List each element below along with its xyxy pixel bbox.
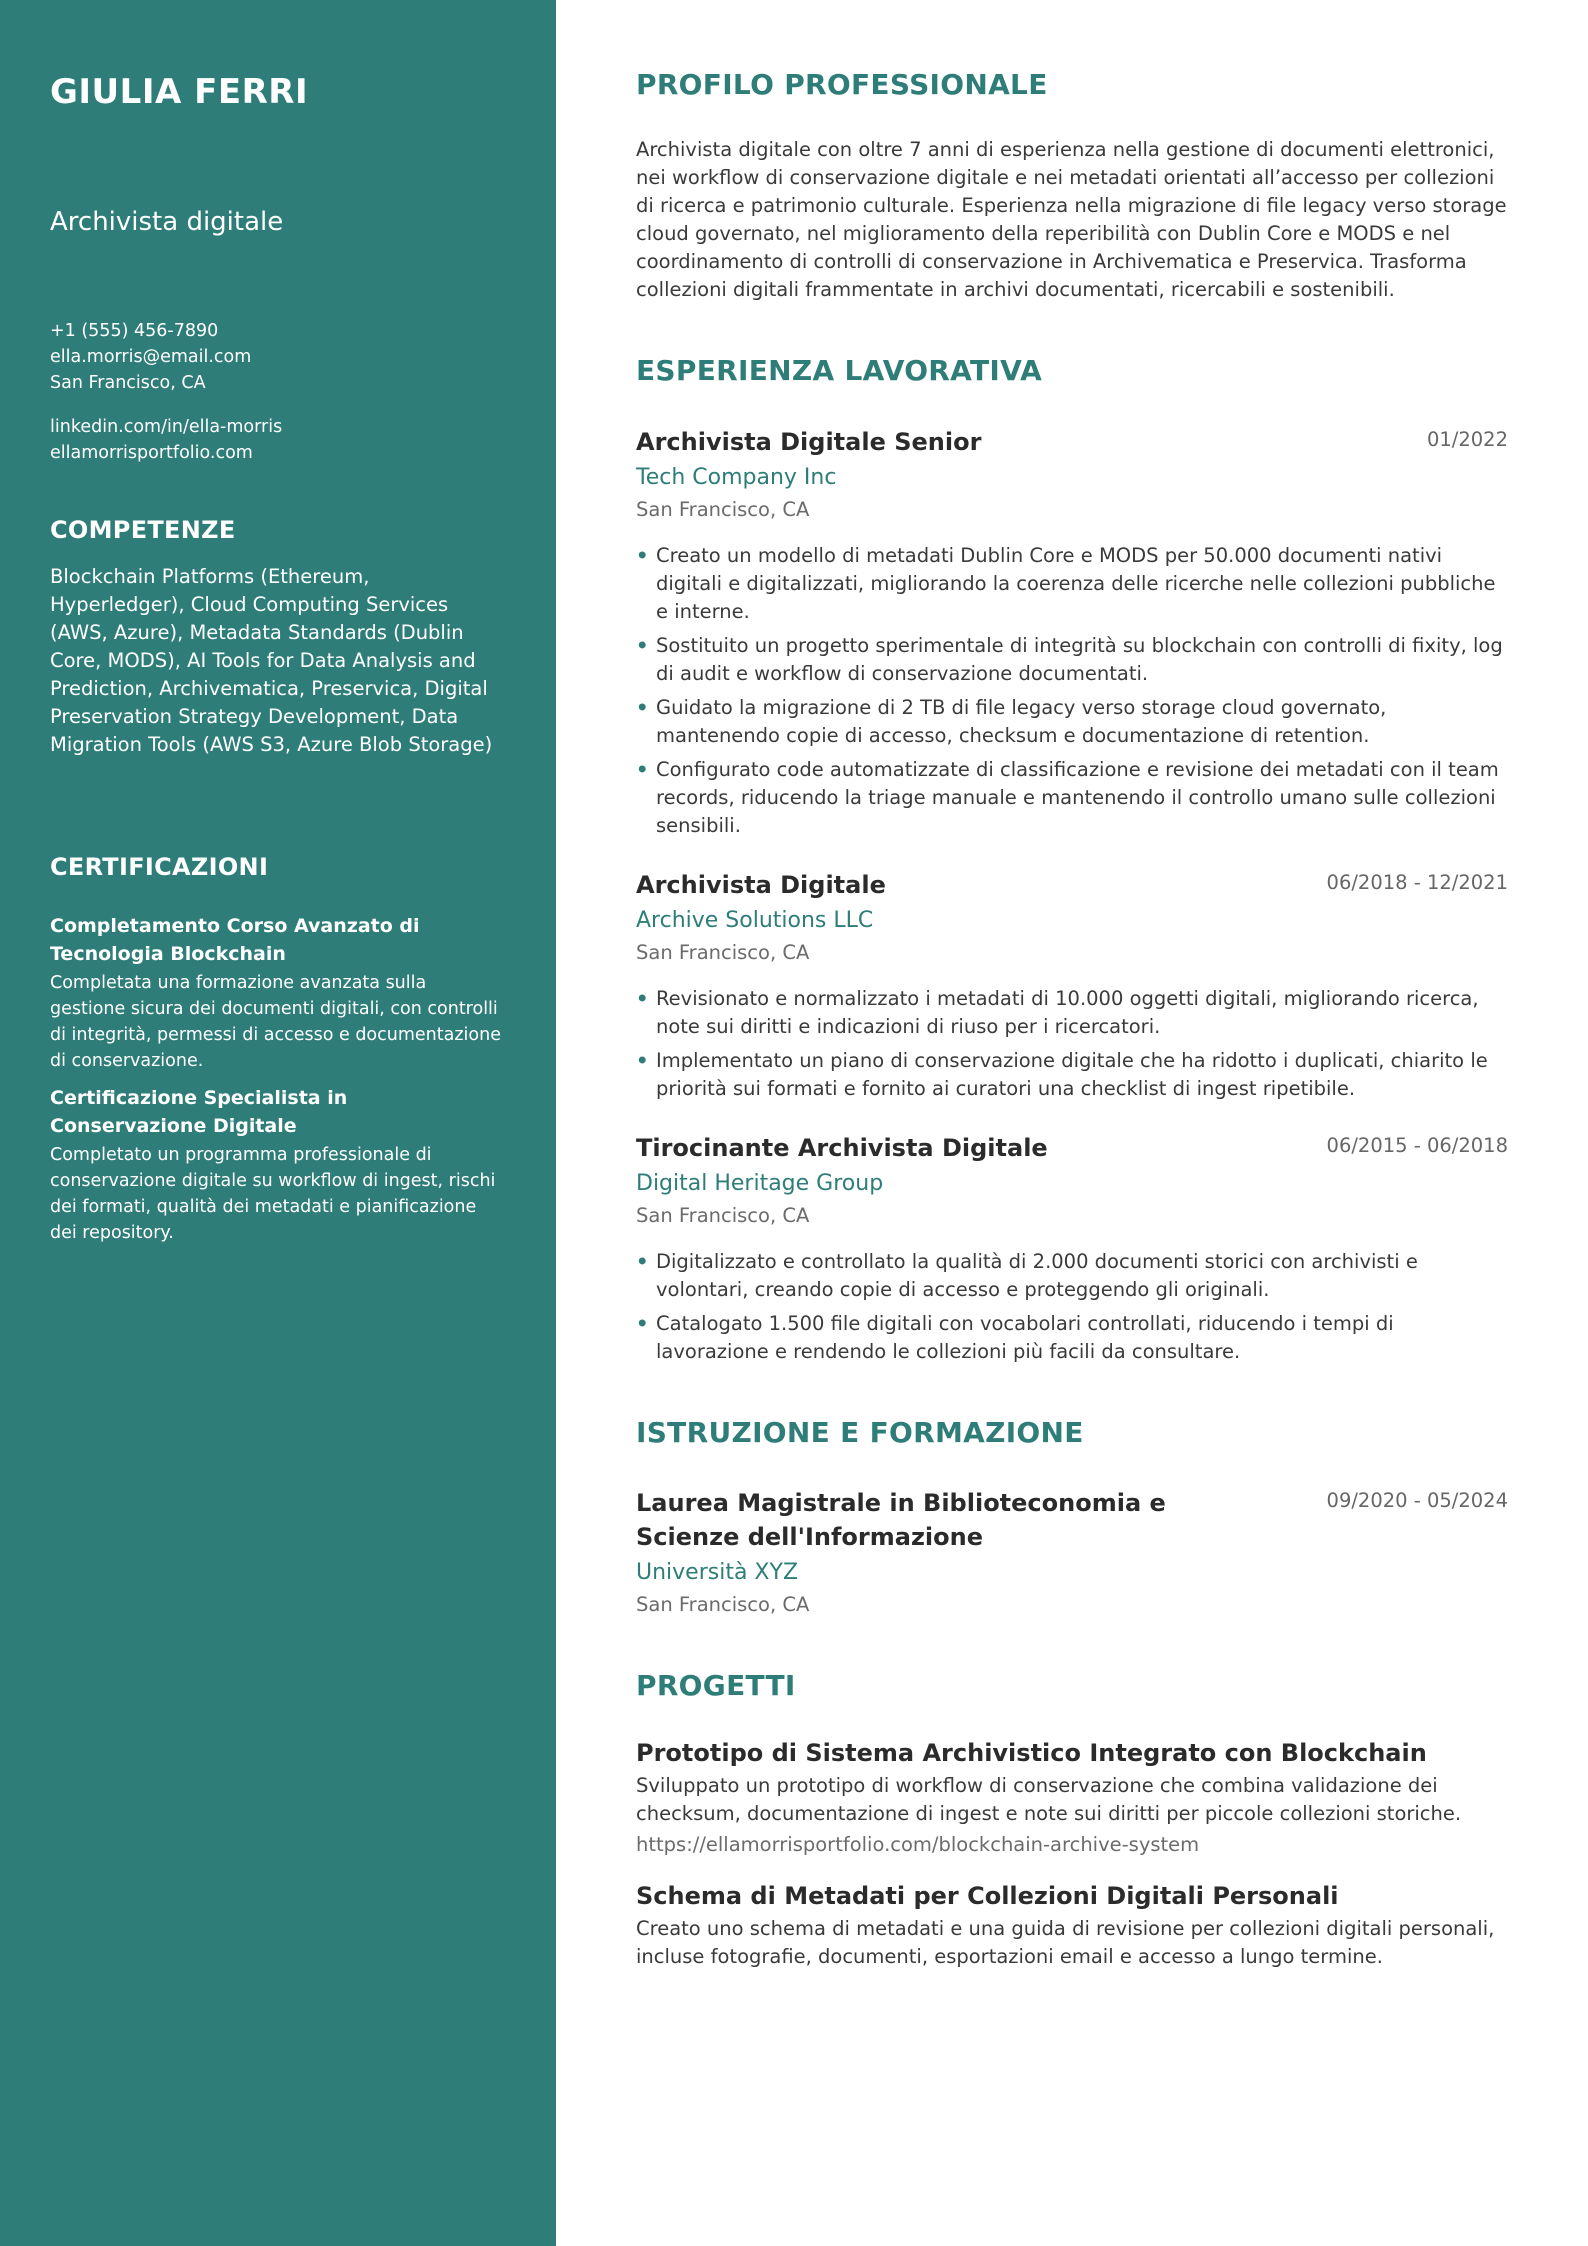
portfolio-link[interactable]: ellamorrisportfolio.com — [50, 442, 253, 463]
job-bullet-text: Configurato code automatizzate di classificazione e revisione dei metadati con il team records, riducendo la triage manuale e mantenendo il controllo umano sulle collezioni sensibili. — [656, 758, 1499, 838]
main-content — [556, 0, 1588, 2246]
job-header — [636, 425, 1508, 459]
job-bullet-text: Revisionato e normalizzato i metadati di 10.000 oggetti digitali, migliorando ricerca, note sui diritti e indicazioni di riuso per i ricercatori. — [656, 987, 1479, 1039]
profile-heading: PROFILO PROFESSIONALE — [636, 68, 1048, 101]
bullet-icon: • — [636, 758, 649, 782]
job-date: 06/2018 - 12/2021 — [1326, 871, 1508, 895]
school-location: San Francisco, CA — [636, 1592, 810, 1616]
skills-list: Blockchain Platforms (Ethereum, Hyperledger), Cloud Computing Services (AWS, Azure), Metadata Standards (Dublin Core, MODS), AI Tools for Data Analysis and Prediction, Archivematica, Preservica, Digital Preservation Strategy Development, Data Migration Tools (AWS S3, Azure Blob Storage) — [50, 564, 493, 756]
project-title: Schema di Metadati per Collezioni Digitali Personali — [636, 1882, 1339, 1911]
job-date: 06/2015 - 06/2018 — [1326, 1134, 1508, 1158]
bullet-icon: • — [636, 987, 649, 1011]
candidate-name: GIULIA FERRI — [50, 72, 309, 112]
job-header — [636, 868, 1508, 902]
project-description: Sviluppato un prototipo di workflow di conservazione che combina validazione dei checksum, documentazione di ingest e note sui diritti per piccole collezioni storiche. — [636, 1774, 1462, 1826]
job-header — [636, 1131, 1508, 1165]
certification-item — [50, 912, 506, 1074]
job-bullet — [636, 1248, 1508, 1304]
job-bullet-text: Creato un modello di metadati Dublin Core e MODS per 50.000 documenti nativi digitali e digitalizzati, migliorando la coerenza delle ricerche nelle collezioni pubbliche e interne. — [656, 544, 1496, 624]
job-bullet-text: Guidato la migrazione di 2 TB di file legacy verso storage cloud governato, mantenendo copie di accesso, checksum e documentazione di retention. — [656, 696, 1387, 748]
job-bullet — [636, 542, 1508, 626]
school-name: Università XYZ — [636, 1559, 799, 1585]
bullet-icon: • — [636, 544, 649, 568]
certification-item — [50, 1084, 506, 1246]
job-title: Archivista Digitale — [636, 871, 886, 900]
job-bullet — [636, 694, 1508, 750]
job-bullet-text: Sostituito un progetto sperimentale di integrità su blockchain con controlli di fixity, log di audit e workflow di conservazione documentati. — [656, 634, 1503, 686]
job-bullet — [636, 632, 1508, 688]
bullet-icon: • — [636, 1312, 649, 1336]
job-bullet — [636, 1310, 1508, 1366]
job-company: Tech Company Inc — [636, 465, 837, 491]
education-header — [636, 1486, 1508, 1554]
experience-heading: ESPERIENZA LAVORATIVA — [636, 353, 1043, 387]
project-title: Prototipo di Sistema Archivistico Integrato con Blockchain — [636, 1739, 1427, 1768]
job-company: Digital Heritage Group — [636, 1171, 884, 1197]
education-heading: ISTRUZIONE E FORMAZIONE — [636, 1416, 1084, 1450]
certification-description: Completata una formazione avanzata sulla gestione sicura dei documenti digitali, con controlli di integrità, permessi di accesso e documentazione di conservazione. — [50, 972, 501, 1071]
education-section — [636, 1416, 1508, 1619]
job-bullet — [636, 985, 1508, 1041]
job-bullets — [636, 1248, 1508, 1366]
job-bullets — [636, 542, 1508, 840]
project-entry — [636, 1879, 1508, 1971]
job-entry — [636, 868, 1508, 1103]
project-entry — [636, 1736, 1508, 1859]
profile-summary: Archivista digitale con oltre 7 anni di esperienza nella gestione di documenti elettronici, nei workflow di conservazione digitale e nei metadati orientati all’accesso per collezioni di ricerca e patrimonio culturale. Esperienza nella migrazione di file legacy verso storage cloud governato, nel miglioramento della reperibilità con Dublin Core e MODS e nel coordinamento di controlli di conservazione in Archivematica e Preservica. Trasforma collezioni digitali frammentate in archivi documentati, ricercabili e sostenibili. — [636, 137, 1507, 301]
bullet-icon: • — [636, 634, 649, 658]
education-entry — [636, 1486, 1508, 1619]
certifications-heading: CERTIFICAZIONI — [50, 852, 269, 881]
contact-location: San Francisco, CA — [50, 372, 206, 393]
job-bullet — [636, 756, 1508, 840]
job-date: 01/2022 — [1426, 428, 1508, 452]
candidate-role: Archivista digitale — [50, 206, 284, 237]
projects-heading: PROGETTI — [636, 1668, 796, 1702]
degree-title: Laurea Magistrale in Biblioteconomia e Scienze dell'Informazione — [636, 1488, 1166, 1551]
job-location: San Francisco, CA — [636, 498, 810, 522]
job-bullet-text: Catalogato 1.500 file digitali con vocabolari controllati, riducendo i tempi di lavorazione e rendendo le collezioni più facili da consultare. — [656, 1312, 1394, 1364]
bullet-icon: • — [636, 1049, 649, 1073]
certification-title: Certificazione Specialista in Conservazione Digitale — [50, 1086, 348, 1137]
experience-section — [636, 354, 1508, 1367]
job-company: Archive Solutions LLC — [636, 908, 874, 934]
projects-section — [636, 1669, 1508, 1972]
job-entry — [636, 425, 1508, 840]
bullet-icon: • — [636, 696, 649, 720]
certification-title: Completamento Corso Avanzato di Tecnologia Blockchain — [50, 914, 420, 965]
contact-email: ella.morris@email.com — [50, 346, 252, 367]
contact-info — [50, 318, 506, 396]
certification-description: Completato un programma professionale di conservazione digitale su workflow di ingest, rischi dei formati, qualità dei metadati e pianificazione dei repository. — [50, 1144, 496, 1243]
education-date: 09/2020 - 05/2024 — [1326, 1488, 1508, 1512]
contact-links — [50, 414, 506, 466]
sidebar — [0, 0, 556, 2246]
skills-heading: COMPETENZE — [50, 515, 236, 544]
contact-phone: +1 (555) 456-7890 — [50, 320, 219, 341]
job-location: San Francisco, CA — [636, 941, 810, 965]
job-location: San Francisco, CA — [636, 1204, 810, 1228]
job-bullet-text: Implementato un piano di conservazione digitale che ha ridotto i duplicati, chiarito le priorità sui formati e fornito ai curatori una checklist di ingest ripetibile. — [656, 1049, 1488, 1101]
job-title: Archivista Digitale Senior — [636, 428, 982, 457]
job-bullet-text: Digitalizzato e controllato la qualità di 2.000 documenti storici con archivisti e volontari, creando copie di accesso e proteggendo gli originali. — [656, 1250, 1418, 1302]
project-link[interactable]: https://ellamorrisportfolio.com/blockchain-archive-system — [636, 1833, 1200, 1857]
job-bullets — [636, 985, 1508, 1103]
bullet-icon: • — [636, 1250, 649, 1274]
job-bullet — [636, 1047, 1508, 1103]
project-description: Creato uno schema di metadati e una guida di revisione per collezioni digitali personali, incluse fotografie, documenti, esportazioni email e accesso a lungo termine. — [636, 1917, 1495, 1969]
job-entry — [636, 1131, 1508, 1366]
job-title: Tirocinante Archivista Digitale — [636, 1134, 1048, 1163]
linkedin-link[interactable]: linkedin.com/in/ella-morris — [50, 416, 283, 437]
